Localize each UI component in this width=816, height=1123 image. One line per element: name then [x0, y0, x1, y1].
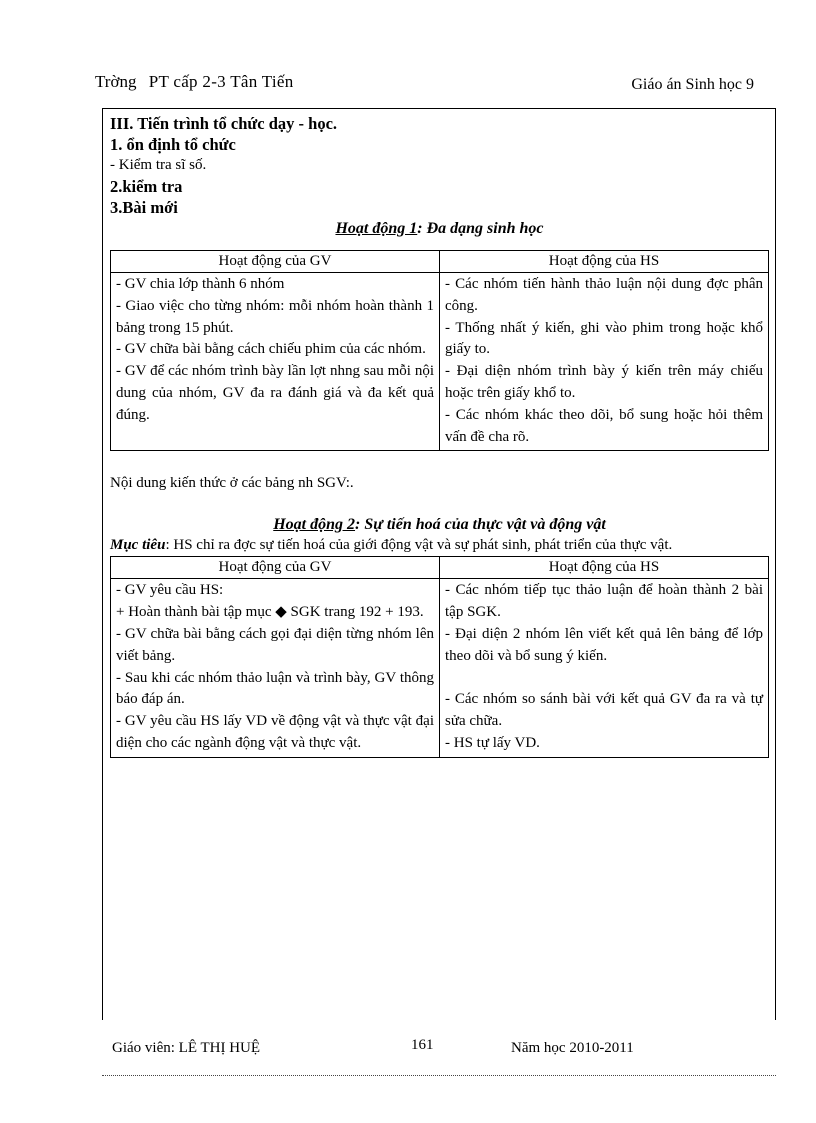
content-frame: [102, 108, 776, 1020]
activity-1-header-row: [111, 251, 769, 273]
section-3-heading: III. Tiến trình tổ chức dạy - học.: [110, 114, 338, 133]
activity-2-gv-line: - Sau khi các nhóm thảo luận và trình bày, GV thông báo đáp án.: [116, 669, 434, 708]
activity-1-body-row: [111, 273, 769, 451]
header-school-name: PT cấp 2-3 Tân Tiến: [148, 72, 294, 91]
activity-2-title-prefix: Hoạt động 2: [273, 516, 356, 534]
activity-1-table: [110, 250, 769, 451]
activity-2-col-hs: Hoạt động của HS: [440, 557, 769, 579]
activity-2-table: [110, 556, 769, 757]
activity-1-gv-line: - GV để các nhóm trình bày lần lợt nhng sau mỗi nội dung của nhóm, GV đa ra đánh giá và đa kết quả đúng.: [116, 363, 434, 423]
activity-2-hs-line: - HS tự lấy VD.: [445, 734, 540, 751]
activity-2-hs-line: - Các nhóm tiếp tục thảo luận để hoàn thành 2 bài tập SGK.: [445, 582, 763, 621]
activity-2-goal-label: Mục tiêu: [110, 537, 166, 554]
footer-school-year: Năm học 2010-2011: [511, 1040, 634, 1056]
activity-2-goal-text: : HS chỉ ra đợc sự tiến hoá của giới động vật và sự phát sinh, phát triển của thực vật.: [165, 537, 673, 554]
activity-1-hs-line: - Các nhóm khác theo dõi, bổ sung hoặc hỏi thêm vấn đề cha rõ.: [445, 406, 763, 445]
activity-2-gv-line: - GV chữa bài bằng cách gọi đại diện từng nhóm lên viết bảng.: [116, 625, 434, 664]
header-truong-label: Trờng: [95, 72, 137, 91]
activity-2-hs-spacer: [445, 668, 763, 690]
section-1-item: - Kiểm tra sĩ số.: [110, 157, 207, 173]
footer-teacher: [112, 1040, 260, 1057]
activity-2-col-gv: Hoạt động của GV: [111, 557, 440, 579]
activity-1-title: [110, 218, 769, 240]
activity-2-title: [110, 514, 769, 536]
activity-2-gv-line: + Hoàn thành bài tập mục ◆ SGK trang 192 + 193.: [116, 604, 424, 621]
activity-1-hs-line: - Thống nhất ý kiến, ghi vào phim trong hoặc khổ giấy to.: [445, 319, 763, 358]
section-2-heading: 2.kiểm tra: [110, 177, 183, 196]
activity-2-hs-line: - Các nhóm so sánh bài với kết quả GV đa ra và tự sửa chữa.: [445, 691, 763, 730]
activity-2-hs-cell: [440, 579, 769, 757]
footer-divider: [102, 1075, 776, 1076]
activity-2-header-row: [111, 557, 769, 579]
activity-2-gv-line: - GV yêu cầu HS:: [116, 582, 224, 599]
footer-teacher-name: LÊ THỊ HUỆ: [178, 1040, 261, 1056]
activity-2-hs-line: - Đại diện 2 nhóm lên viết kết quả lên bảng để lớp theo dõi và bổ sung ý kiến.: [445, 625, 763, 664]
activity-1-col-gv: Hoạt động của GV: [111, 251, 440, 273]
header-subject: Giáo án Sinh học 9: [631, 76, 754, 93]
activity-1-hs-cell: [440, 273, 769, 451]
activity-1-hs-line: - Đại diện nhóm trình bày ý kiến trên máy chiếu hoặc trên giấy khổ to.: [445, 363, 763, 401]
activity-1-title-prefix: Hoạt động 1: [335, 220, 418, 237]
footer-teacher-label: Giáo viên:: [112, 1040, 175, 1056]
footer-page-number: 161: [411, 1037, 434, 1053]
activity-2-gv-cell: [111, 579, 440, 757]
activity-1-title-rest: : Đa dạng sinh học: [417, 220, 544, 237]
activity-1-gv-cell: [111, 273, 440, 451]
activity-1-gv-line: - Giao việc cho từng nhóm: mỗi nhóm hoàn thành 1 bảng trong 15 phút.: [116, 297, 434, 336]
section-3b-heading: 3.Bài mới: [110, 198, 178, 217]
knowledge-note: Nội dung kiến thức ở các bảng nh SGV:.: [110, 475, 354, 492]
content-body: [110, 113, 769, 758]
activity-2-body-row: [111, 579, 769, 757]
activity-1-hs-line: - Các nhóm tiến hành thảo luận nội dung đợc phân công.: [445, 276, 763, 314]
activity-1-gv-line: - GV chia lớp thành 6 nhóm: [116, 276, 285, 292]
header-school: [95, 72, 294, 92]
activity-2-goal: [110, 536, 769, 555]
section-1-heading: 1. ổn định tổ chức: [110, 135, 236, 154]
activity-2-gv-line: - GV yêu cầu HS lấy VD về động vật và thực vật đại diện cho các ngành động vật và thực vật.: [116, 713, 434, 751]
activity-1-col-hs: Hoạt động của HS: [440, 251, 769, 273]
activity-1-gv-line: - GV chữa bài bằng cách chiếu phim của các nhóm.: [116, 341, 426, 358]
activity-2-title-rest: : Sự tiến hoá của thực vật và động vật: [355, 516, 606, 534]
